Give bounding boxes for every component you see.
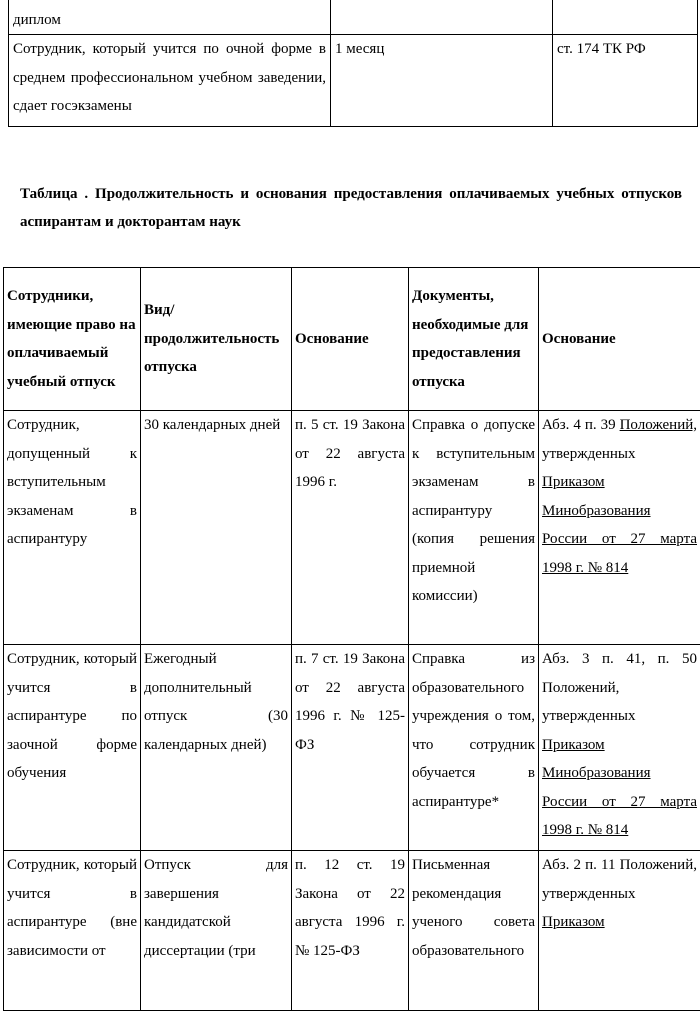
table-cell: Ежегодный дополнительный отпуск (30 календарных дней): [141, 645, 292, 851]
header-employees: Сотрудники, имеющие право на оплачиваемый учебный отпуск: [4, 268, 141, 411]
table-cell: Сотрудник, который учится по очной форме в среднем профессиональном учебном заведении, сдает госэкзамены: [9, 35, 331, 127]
header-documents: Документы, необходимые для предоставления отпуска: [409, 268, 539, 411]
table-cell: [331, 0, 553, 35]
table-cell: Сотрудник, который учится в аспирантуре (вне зависимости от: [4, 851, 141, 1011]
table-cell: Справка о допуске к вступительным экзаменам в аспирантуру (копия решения приемной комиссии): [409, 411, 539, 645]
table-cell: Абз. 2 п. 11 Положений, утвержденных Приказом: [539, 851, 700, 1011]
table-row: [9, 35, 698, 127]
table-cell: Абз. 3 п. 41, п. 50 Положений, утвержденных Приказом Минобразования России от 27 марта 1998 г. № 814: [539, 645, 700, 851]
table-cell: диплом: [9, 0, 331, 35]
table-row: [4, 411, 700, 645]
table-cell: Абз. 4 п. 39 Положений, утвержденных Приказом Минобразования России от 27 марта 1998 г. № 814: [539, 411, 700, 645]
table-row: [4, 645, 700, 851]
table-cell: ст. 174 ТК РФ: [553, 35, 698, 127]
header-leave-type: Вид/продолжительность отпуска: [141, 268, 292, 411]
previous-table: [8, 0, 698, 127]
document-link[interactable]: Приказом Минобразования России от 27 марта 1998 г. № 814: [542, 737, 697, 839]
leave-table: [3, 267, 700, 1011]
header-basis-2: Основание: [539, 268, 700, 411]
table-header-row: [4, 268, 700, 411]
table-cell: п. 5 ст. 19 Закона от 22 августа 1996 г.: [292, 411, 409, 645]
table-cell: п. 12 ст. 19 Закона от 22 августа 1996 г. № 125-ФЗ: [292, 851, 409, 1011]
table-cell: п. 7 ст. 19 Закона от 22 августа 1996 г. № 125-ФЗ: [292, 645, 409, 851]
table-cell: Сотрудник, допущенный к вступительным экзаменам в аспирантуру: [4, 411, 141, 645]
table-cell: Отпуск для завершения кандидатской диссертации (три: [141, 851, 292, 1011]
table-row: [9, 0, 698, 35]
document-link[interactable]: Положений,: [620, 417, 697, 433]
document-link[interactable]: Приказом: [542, 914, 605, 930]
table-cell: 1 месяц: [331, 35, 553, 127]
header-basis: Основание: [292, 268, 409, 411]
table-cell: [553, 0, 698, 35]
table-cell: Справка из образовательного учреждения о том, что сотрудник обучается в аспирантуре*: [409, 645, 539, 851]
document-link[interactable]: Приказом Минобразования России от 27 марта 1998 г. № 814: [542, 474, 697, 576]
table-caption: Таблица . Продолжительность и основания предоставления оплачиваемых учебных отпусков аспирантам и докторантам наук: [20, 180, 682, 236]
table-cell: Письменная рекомендация ученого совета образовательного: [409, 851, 539, 1011]
table-cell: 30 календарных дней: [141, 411, 292, 645]
table-cell: Сотрудник, который учится в аспирантуре по заочной форме обучения: [4, 645, 141, 851]
